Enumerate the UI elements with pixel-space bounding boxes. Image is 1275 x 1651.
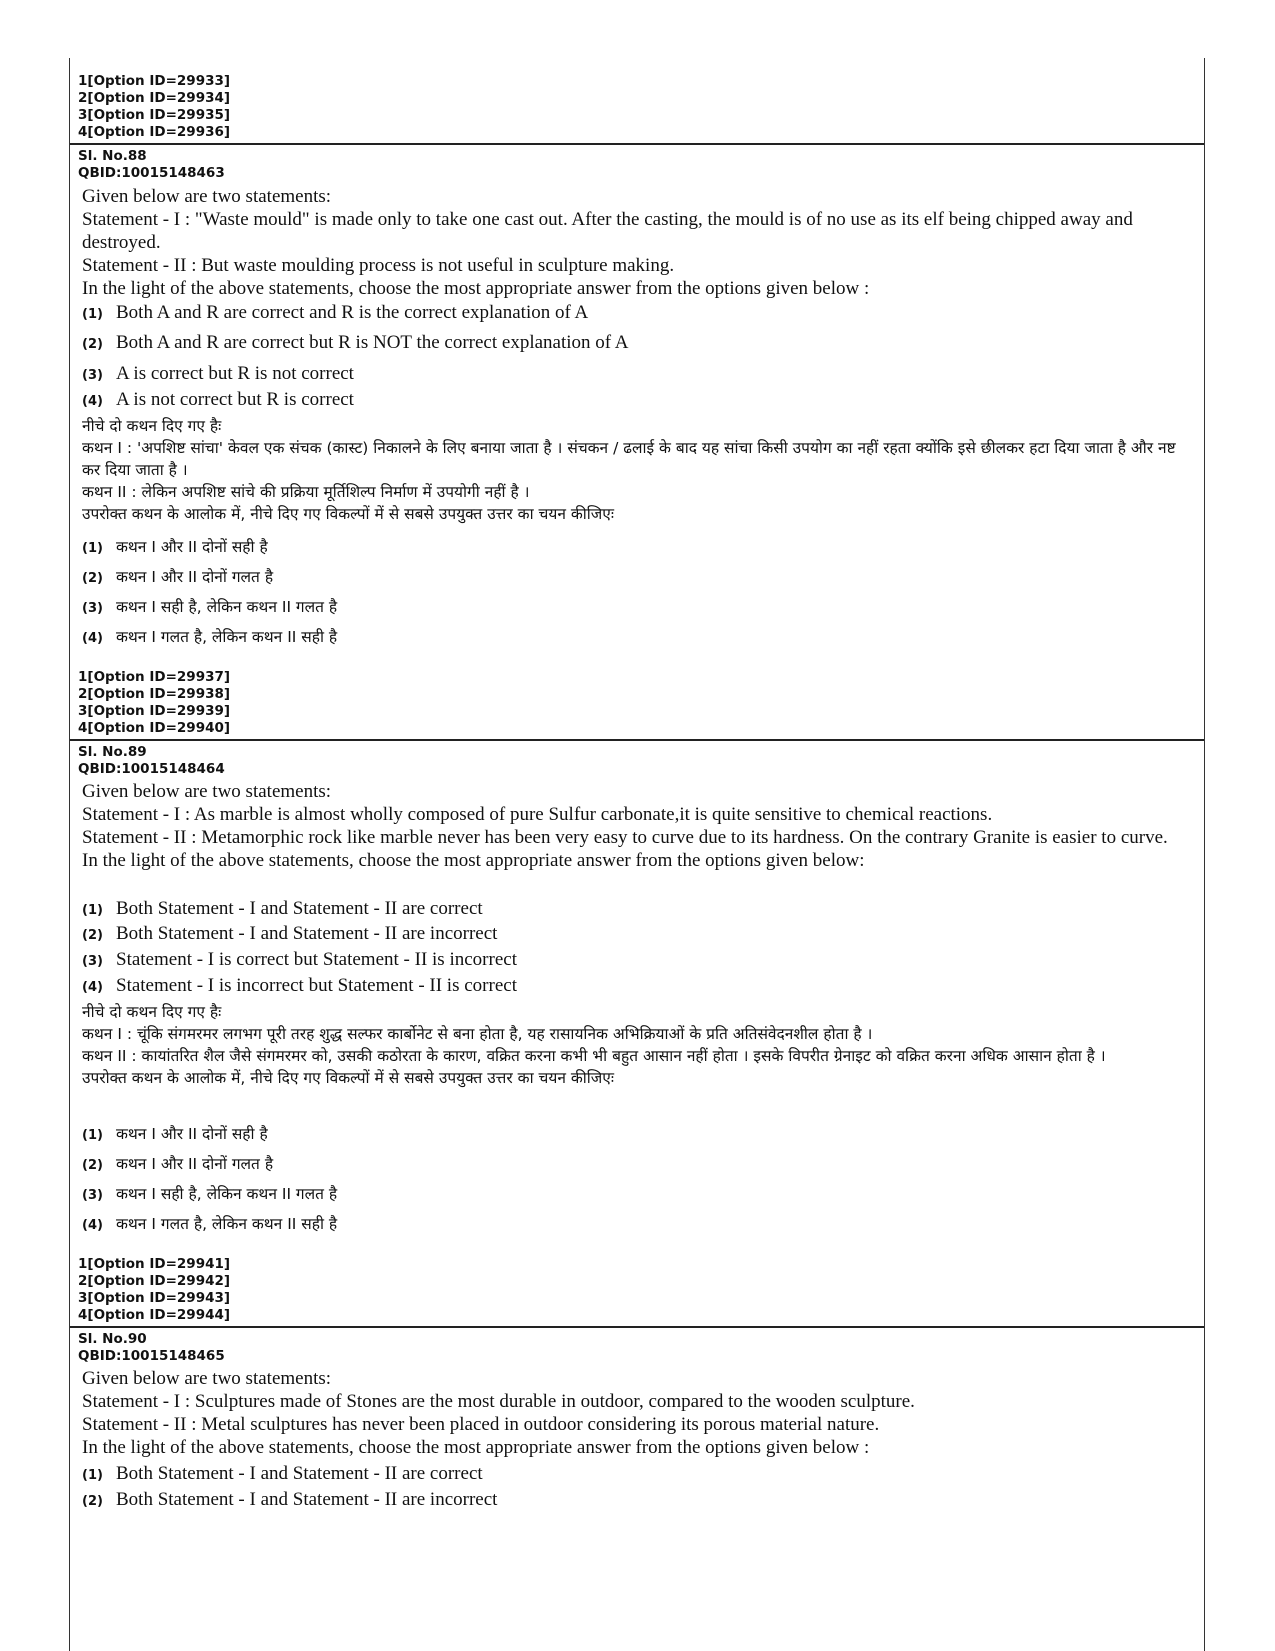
- option-id: 4[Option ID=29944]: [78, 1307, 231, 1323]
- question-divider: [70, 739, 1204, 741]
- question-intro: नीचे दो कथन दिए गए हैः: [82, 417, 222, 435]
- option-id: 3[Option ID=29943]: [78, 1290, 231, 1306]
- option-id: 3[Option ID=29935]: [78, 107, 231, 123]
- option-text: कथन I गलत है, लेकिन कथन II सही है: [116, 1215, 338, 1233]
- english-question: [82, 780, 1192, 872]
- answer-option: [82, 948, 517, 973]
- statement-1: Statement - I : As marble is almost wholly composed of pure Sulfur carbonate,it is quite sensitive to chemical reactions.: [82, 804, 993, 825]
- statement-2: Statement - II : Metamorphic rock like marble never has been very easy to curve due to its hardness. On the contrary Granite is easier to curve.: [82, 827, 1168, 848]
- option-number: (4): [82, 394, 103, 409]
- option-text: Statement - I is incorrect but Statement - II is correct: [116, 975, 517, 996]
- option-number: (1): [82, 1128, 103, 1143]
- question-header: [78, 1331, 1194, 1365]
- question-header: [78, 744, 1194, 778]
- option-text: कथन I सही है, लेकिन कथन II गलत है: [116, 598, 338, 616]
- option-number: (4): [82, 631, 103, 646]
- question-intro: Given below are two statements:: [82, 186, 332, 207]
- option-text: Both Statement - I and Statement - II are correct: [116, 898, 483, 919]
- option-number: (3): [82, 954, 103, 969]
- question-intro: Given below are two statements:: [82, 1368, 332, 1389]
- english-question: [82, 185, 1192, 300]
- answer-option: [82, 331, 629, 356]
- answer-option: [82, 974, 517, 999]
- answer-option: [82, 626, 337, 650]
- answer-option: [82, 536, 268, 560]
- question-instruction: In the light of the above statements, choose the most appropriate answer from the options given below:: [82, 850, 865, 871]
- answer-option: [82, 362, 354, 387]
- option-number: (3): [82, 601, 103, 616]
- option-text: कथन I और II दोनों गलत है: [116, 568, 274, 586]
- serial-number: Sl. No.88: [78, 148, 147, 164]
- option-number: (2): [82, 337, 103, 352]
- answer-option: [82, 1488, 497, 1513]
- option-text: Statement - I is correct but Statement - II is incorrect: [116, 949, 517, 970]
- statement-1: कथन I : चूंकि संगमरमर लगभग पूरी तरह शुद्ध सल्फर कार्बोनेट से बना होता है, यह रासायनिक अभिक्रियाओं के प्रति अतिसंवेदनशील होता है ।: [82, 1025, 873, 1043]
- option-text: कथन I और II दोनों गलत है: [116, 1155, 274, 1173]
- question-instruction: In the light of the above statements, choose the most appropriate answer from the options given below :: [82, 278, 870, 299]
- question-instruction: In the light of the above statements, choose the most appropriate answer from the options given below :: [82, 1437, 870, 1458]
- option-id: 4[Option ID=29940]: [78, 720, 231, 736]
- option-number: (2): [82, 928, 103, 943]
- answer-option: [82, 388, 354, 413]
- option-text: A is not correct but R is correct: [116, 389, 354, 410]
- option-number: (1): [82, 1468, 103, 1483]
- question-instruction: उपरोक्त कथन के आलोक में, नीचे दिए गए विकल्पों में से सबसे उपयुक्त उत्तर का चयन कीजिएः: [82, 1069, 615, 1087]
- question-paper-frame: [69, 58, 1205, 1651]
- option-number: (2): [82, 571, 103, 586]
- option-id-list: [78, 1256, 1194, 1324]
- question-header: [78, 148, 1194, 182]
- option-text: कथन I और II दोनों सही है: [116, 1125, 268, 1143]
- option-number: (1): [82, 903, 103, 918]
- statement-2: Statement - II : Metal sculptures has never been placed in outdoor considering its porous material nature.: [82, 1414, 880, 1435]
- answer-option: [82, 1153, 273, 1177]
- question-divider: [70, 1326, 1204, 1328]
- question-divider: [70, 143, 1204, 145]
- statement-2: Statement - II : But waste moulding process is not useful in sculpture making.: [82, 255, 675, 276]
- serial-number: Sl. No.89: [78, 744, 147, 760]
- option-number: (1): [82, 307, 103, 322]
- option-number: (1): [82, 541, 103, 556]
- option-number: (4): [82, 980, 103, 995]
- option-id-list: [78, 73, 1194, 141]
- hindi-question: [82, 1001, 1192, 1089]
- qbid: QBID:10015148465: [78, 1348, 225, 1364]
- statement-1: Statement - I : "Waste mould" is made only to take one cast out. After the casting, the mould is of no use as its elf being chipped away and destroyed.: [82, 209, 1133, 253]
- option-id: 3[Option ID=29939]: [78, 703, 231, 719]
- question-intro: नीचे दो कथन दिए गए हैः: [82, 1003, 222, 1021]
- hindi-question: [82, 415, 1192, 525]
- option-number: (3): [82, 1188, 103, 1203]
- option-text: कथन I सही है, लेकिन कथन II गलत है: [116, 1185, 338, 1203]
- option-id: 2[Option ID=29942]: [78, 1273, 231, 1289]
- option-text: Both Statement - I and Statement - II are incorrect: [116, 923, 498, 944]
- option-text: कथन I और II दोनों सही है: [116, 538, 268, 556]
- question-instruction: उपरोक्त कथन के आलोक में, नीचे दिए गए विकल्पों में से सबसे उपयुक्त उत्तर का चयन कीजिएः: [82, 505, 615, 523]
- option-id: 4[Option ID=29936]: [78, 124, 231, 140]
- option-text: A is correct but R is not correct: [116, 363, 354, 384]
- option-text: Both Statement - I and Statement - II are incorrect: [116, 1489, 498, 1510]
- statement-2: कथन II : लेकिन अपशिष्ट सांचे की प्रक्रिया मूर्तिशिल्प निर्माण में उपयोगी नहीं है ।: [82, 483, 530, 501]
- option-id: 1[Option ID=29937]: [78, 669, 231, 685]
- statement-1: कथन I : 'अपशिष्ट सांचा' केवल एक संचक (कास्ट) निकालने के लिए बनाया जाता है । संचकन / ढलाई के बाद यह सांचा किसी उपयोग का नहीं रहता क्योंकि इसे छीलकर हटा दिया जाता है और नष्ट कर दिया जाता है ।: [82, 439, 1176, 479]
- option-number: (3): [82, 368, 103, 383]
- answer-option: [82, 1462, 483, 1487]
- option-id: 2[Option ID=29934]: [78, 90, 231, 106]
- qbid: QBID:10015148463: [78, 165, 225, 181]
- serial-number: Sl. No.90: [78, 1331, 147, 1347]
- option-number: (2): [82, 1158, 103, 1173]
- option-number: (2): [82, 1494, 103, 1509]
- option-id: 1[Option ID=29933]: [78, 73, 231, 89]
- option-text: Both A and R are correct but R is NOT the correct explanation of A: [116, 332, 629, 353]
- answer-option: [82, 922, 497, 947]
- option-text: Both Statement - I and Statement - II are correct: [116, 1463, 483, 1484]
- statement-1: Statement - I : Sculptures made of Stones are the most durable in outdoor, compared to the wooden sculpture.: [82, 1391, 915, 1412]
- option-text: कथन I गलत है, लेकिन कथन II सही है: [116, 628, 338, 646]
- answer-option: [82, 566, 273, 590]
- question-intro: Given below are two statements:: [82, 781, 332, 802]
- statement-2: कथन II : कायांतरित शैल जैसे संगमरमर को, उसकी कठोरता के कारण, वक्रित करना कभी भी बहुत आसान नहीं होता । इसके विपरीत ग्रेनाइट को वक्रित करना अधिक आसान होता है ।: [82, 1047, 1106, 1065]
- option-text: Both A and R are correct and R is the correct explanation of A: [116, 302, 589, 323]
- option-id: 2[Option ID=29938]: [78, 686, 231, 702]
- answer-option: [82, 301, 588, 326]
- option-number: (4): [82, 1218, 103, 1233]
- option-id-list: [78, 669, 1194, 737]
- answer-option: [82, 1183, 337, 1207]
- answer-option: [82, 1213, 337, 1237]
- answer-option: [82, 897, 483, 922]
- english-question: [82, 1367, 1192, 1459]
- qbid: QBID:10015148464: [78, 761, 225, 777]
- answer-option: [82, 1123, 268, 1147]
- answer-option: [82, 596, 337, 620]
- option-id: 1[Option ID=29941]: [78, 1256, 231, 1272]
